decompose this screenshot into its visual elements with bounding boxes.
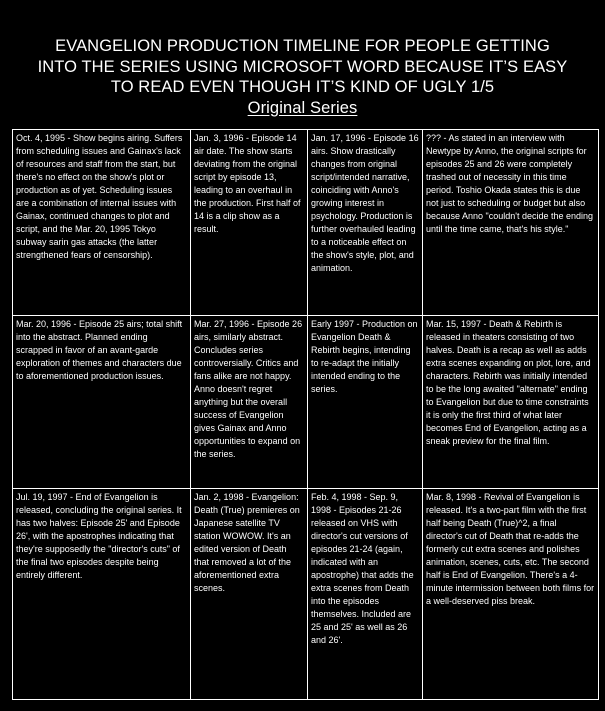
table-cell: Jan. 3, 1996 - Episode 14 air date. The show starts deviating from the original script by episode 13, leading to an overhaul in the production. First half of 14 is a clip show as a result. <box>191 130 308 316</box>
table-cell: Mar. 15, 1997 - Death & Rebirth is released in theaters consisting of two halves. Death is a recap as well as adds extra scenes expanding on plot, lore, and characters. Rebirth was initially intended to be the long awaited "alternate" ending to Evangelion but due to time constraints it is only the first third of what later becomes End of Evangelion, acting as a sneak preview for the final film. <box>423 316 599 489</box>
table-cell: ??? - As stated in an interview with Newtype by Anno, the original scripts for episodes 25 and 26 were completely trashed out of necessity in this time period. Toshio Okada states this is due not just to scheduling or budget but also because Anno "couldn't decide the ending until the time came, that's his style." <box>423 130 599 316</box>
title-line-1: EVANGELION PRODUCTION TIMELINE FOR PEOPLE GETTING <box>55 37 550 55</box>
table-row <box>13 316 599 489</box>
timeline-table <box>12 129 599 700</box>
table-cell: Jan. 17, 1996 - Episode 16 airs. Show drastically changes from original script/intended narrative, coinciding with Anno's growing interest in psychology. Production is further overhauled leading to a noticeable effect on the show's style, plot, and animation. <box>308 130 423 316</box>
table-cell: Feb. 4, 1998 - Sep. 9, 1998 - Episodes 21-26 released on VHS with director's cut versions of episodes 21-24 (again, indicated with an apostrophe) that adds the extra scenes from Death into the episodes themselves. Included are 25 and 25' as well as 26 and 26'. <box>308 489 423 700</box>
document-title <box>0 36 605 118</box>
title-line-3: TO READ EVEN THOUGH IT’S KIND OF UGLY 1/5 <box>110 78 495 96</box>
subtitle: Original Series <box>247 98 358 117</box>
table-cell: Early 1997 - Production on Evangelion Death & Rebirth begins, intending to re-adapt the initially intended ending to the series. <box>308 316 423 489</box>
table-cell: Mar. 8, 1998 - Revival of Evangelion is released. It's a two-part film with the first half being Death (True)^2, a final director's cut of Death that re-adds the formerly cut extra scenes and polishes animation, scenes, cuts, etc. The second half is End of Evangelion. There's a 4-minute intermission between both films for a well-deserved piss break. <box>423 489 599 700</box>
table-cell: Oct. 4, 1995 - Show begins airing. Suffers from scheduling issues and Gainax's lack of resources and staff from the start, but there's no effect on the show's plot or production as of yet. Scheduling issues are a combination of internal issues with Gainax, continued changes to plot and script, and the Mar. 20, 1995 Tokyo subway sarin gas attacks (the latter strengthened fears of censorship). <box>13 130 191 316</box>
table-cell: Jan. 2, 1998 - Evangelion: Death (True) premieres on Japanese satellite TV station WOWOW. It's an edited version of Death that removed a lot of the aforementioned extra scenes. <box>191 489 308 700</box>
table-cell: Mar. 20, 1996 - Episode 25 airs; total shift into the abstract. Planned ending scrapped in favor of an avant-garde exploration of themes and characters due to aforementioned production issues. <box>13 316 191 489</box>
table-row <box>13 130 599 316</box>
title-line-2: INTO THE SERIES USING MICROSOFT WORD BECAUSE IT’S EASY <box>37 57 568 76</box>
table-cell: Jul. 19, 1997 - End of Evangelion is released, concluding the original series. It has two halves: Episode 25' and Episode 26', with the apostrophes indicating that they're supposedly the "director's cuts" of the final two episodes despite being entirely different. <box>13 489 191 700</box>
table-cell: Mar. 27, 1996 - Episode 26 airs, similarly abstract. Concludes series controversially. Critics and fans alike are not happy. Anno doesn't regret anything but the overall success of Evangelion gives Gainax and Anno opportunities to expand on the series. <box>191 316 308 489</box>
table-row <box>13 489 599 700</box>
